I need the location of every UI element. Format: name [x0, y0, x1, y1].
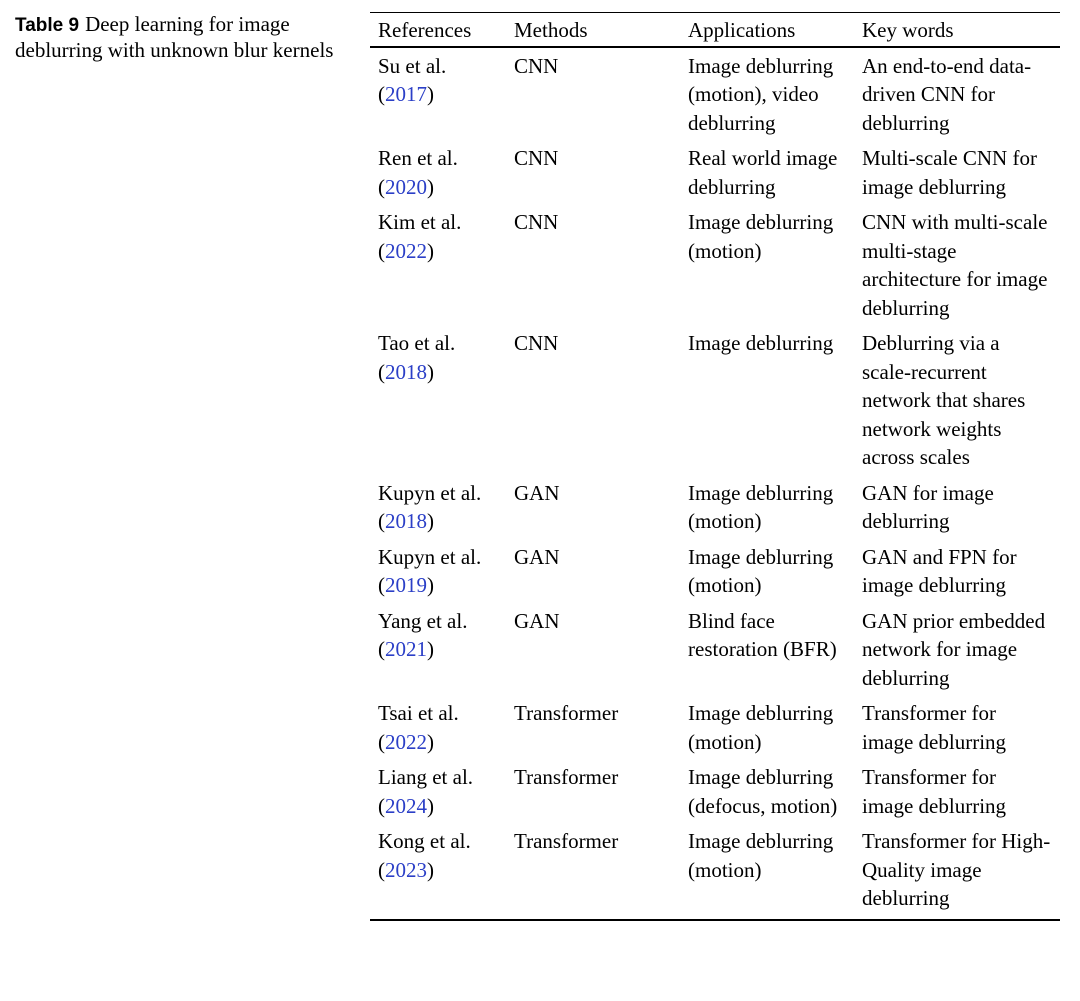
column-header-methods: Methods [506, 13, 680, 47]
table-row [370, 325, 1060, 475]
table-body [370, 47, 1060, 920]
reference-author: Kupyn et al. [378, 544, 482, 569]
application-cell: Real world image deblurring [688, 146, 838, 199]
reference-author: Kong et al. [378, 829, 471, 853]
application-cell: Image deblurring (motion) [688, 210, 834, 263]
keywords-cell: CNN with multi-scale multi-stage architecture for image deblurring [862, 210, 1048, 320]
keywords-cell: An end-to-end data-driven CNN for deblurring [862, 53, 1032, 135]
table-header-row [370, 13, 1060, 47]
application-cell: Image deblurring (motion) [688, 701, 834, 754]
reference-cell: Kupyn et al. (2018) [378, 480, 482, 533]
reference-cell: Kong et al. (2023) [370, 823, 506, 920]
reference-author: Yang et al. [378, 608, 468, 633]
table-row [370, 603, 1060, 696]
application-cell: Image deblurring (motion), video deblurring [688, 53, 834, 135]
table-row [370, 140, 1060, 204]
table-row [370, 695, 1060, 759]
keywords-cell: Transformer for image deblurring [862, 701, 1007, 754]
application-cell: Image deblurring (motion) [688, 480, 834, 533]
method-cell: Transformer [506, 823, 680, 920]
keywords-cell: Deblurring via a scale-recurrent network that shares network weights across scales [862, 331, 1026, 469]
method-cell: Transformer [514, 765, 619, 789]
table-row [370, 759, 1060, 823]
table-row [370, 204, 1060, 325]
reference-author: Tsai et al. [378, 701, 459, 725]
method-cell: CNN [514, 53, 559, 78]
reference-cell: Tao et al. (2018) [378, 331, 456, 384]
column-header-references: References [370, 13, 506, 47]
reference-year-link[interactable]: 2022 [385, 729, 427, 754]
keywords-cell: GAN and FPN for image deblurring [862, 544, 1017, 597]
application-cell: Image deblurring (defocus, motion) [688, 765, 838, 818]
reference-year-link[interactable]: 2024 [385, 793, 427, 818]
reference-author: Su et al. [378, 53, 447, 78]
reference-author: Kupyn et al. [378, 480, 482, 505]
reference-cell: Su et al. (2017) [378, 53, 447, 106]
reference-author: Liang et al. [378, 765, 474, 789]
reference-author: Tao et al. [378, 331, 456, 355]
reference-cell: Yang et al. (2021) [378, 608, 468, 661]
reference-year-link[interactable]: 2019 [385, 573, 427, 597]
reference-cell: Ren et al. (2020) [378, 146, 458, 199]
keywords-cell: GAN prior embedded network for image deblurring [862, 608, 1046, 690]
application-cell: Image deblurring (motion) [680, 823, 854, 920]
method-cell: GAN [514, 608, 560, 633]
table-row [370, 823, 1060, 920]
reference-year-link[interactable]: 2017 [385, 82, 427, 106]
data-table [370, 12, 1060, 921]
column-header-key-words: Key words [854, 13, 1060, 47]
keywords-cell: Multi-scale CNN for image deblurring [862, 146, 1037, 199]
table-row [370, 539, 1060, 603]
reference-year-link[interactable]: 2018 [385, 509, 427, 533]
table-caption [15, 12, 345, 62]
reference-year-link[interactable]: 2023 [385, 857, 427, 882]
method-cell: CNN [514, 146, 559, 170]
reference-author: Kim et al. [378, 210, 462, 234]
keywords-cell: Transformer for High-Quality image deblurring [854, 823, 1060, 920]
keywords-cell: Transformer for image deblurring [862, 765, 1007, 818]
application-cell: Image deblurring [688, 331, 834, 355]
reference-cell: Tsai et al. (2022) [378, 701, 459, 754]
method-cell: GAN [514, 544, 560, 569]
method-cell: CNN [514, 331, 559, 355]
reference-year-link[interactable]: 2022 [385, 238, 427, 263]
reference-year-link[interactable]: 2020 [385, 174, 427, 199]
reference-year-link[interactable]: 2021 [385, 637, 427, 661]
method-cell: GAN [514, 480, 560, 505]
application-cell: Blind face restoration (BFR) [688, 608, 837, 661]
table-row [370, 47, 1060, 141]
reference-author: Ren et al. [378, 146, 458, 170]
reference-cell: Liang et al. (2024) [378, 765, 474, 818]
table-caption-text: Deep learning for image deblurring with unknown blur kernels [15, 12, 334, 62]
method-cell: CNN [514, 210, 559, 234]
reference-cell: Kim et al. (2022) [378, 210, 462, 263]
reference-year-link[interactable]: 2018 [385, 359, 427, 384]
keywords-cell: GAN for image deblurring [862, 480, 994, 533]
application-cell: Image deblurring (motion) [688, 544, 834, 597]
table-row [370, 475, 1060, 539]
reference-cell: Kupyn et al. (2019) [378, 544, 482, 597]
table-label: Table 9 [15, 15, 80, 36]
column-header-applications: Applications [680, 13, 854, 47]
method-cell: Transformer [514, 701, 619, 725]
